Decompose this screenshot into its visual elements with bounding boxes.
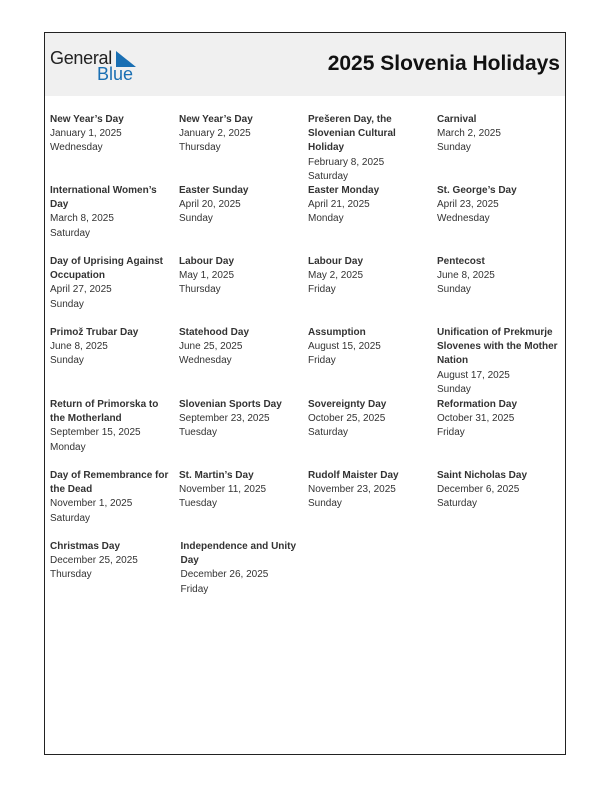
holiday-date: April 27, 2025 [50, 284, 112, 296]
holiday-name: Carnival [437, 114, 477, 125]
holiday-date: August 15, 2025 [308, 341, 381, 353]
holiday-entry [179, 255, 308, 326]
holiday-row [50, 326, 566, 398]
holiday-date: June 25, 2025 [179, 341, 243, 353]
holiday-date: December 25, 2025 [50, 555, 138, 567]
holiday-date: June 8, 2025 [437, 270, 495, 282]
holiday-entry [437, 184, 566, 255]
holiday-entry [50, 398, 179, 469]
generalblue-logo [50, 48, 140, 84]
holiday-weekday: Wednesday [50, 142, 103, 154]
holiday-entry [179, 326, 308, 398]
holiday-date: November 11, 2025 [179, 484, 267, 496]
holiday-name: Unification of Prekmurje Slovenes with the Mother Nation [437, 327, 558, 367]
holiday-name: Statehood Day [179, 327, 250, 338]
holiday-entry [308, 184, 437, 255]
holiday-date: December 6, 2025 [437, 484, 520, 496]
holiday-row [50, 398, 566, 469]
holiday-name: Pentecost [437, 256, 485, 267]
holiday-date: October 25, 2025 [308, 413, 386, 425]
holiday-date: November 1, 2025 [50, 498, 133, 510]
holiday-name: Labour Day [308, 256, 364, 267]
holiday-weekday: Sunday [308, 498, 342, 510]
holiday-weekday: Wednesday [437, 213, 490, 225]
holiday-entry [50, 184, 179, 255]
holiday-weekday: Monday [308, 213, 344, 225]
holiday-weekday: Tuesday [179, 427, 217, 439]
holiday-name: Christmas Day [50, 541, 121, 552]
holiday-entry [437, 326, 566, 398]
holiday-date: January 2, 2025 [179, 128, 251, 140]
holiday-weekday: Saturday [308, 170, 349, 182]
holiday-weekday: Wednesday [179, 355, 232, 367]
holiday-name: International Women’s Day [50, 185, 157, 211]
holiday-entry [308, 326, 437, 398]
holiday-row [50, 113, 566, 184]
holiday-grid [50, 113, 566, 611]
holiday-date: February 8, 2025 [308, 156, 385, 168]
holiday-date: May 2, 2025 [308, 270, 364, 282]
holiday-name: New Year’s Day [50, 114, 124, 125]
holiday-date: June 8, 2025 [50, 341, 108, 353]
holiday-name: Day of Remembrance for the Dead [50, 470, 169, 496]
holiday-weekday: Sunday [437, 142, 471, 154]
holiday-name: Sovereignty Day [308, 399, 387, 410]
holiday-entry [179, 184, 308, 255]
holiday-date: October 31, 2025 [437, 413, 515, 425]
holiday-weekday: Monday [50, 441, 86, 453]
holiday-name: Return of Primorska to the Motherland [50, 399, 159, 425]
holiday-entry [181, 540, 312, 611]
holiday-date: April 20, 2025 [179, 199, 241, 211]
holiday-name: Independence and Unity Day [180, 541, 297, 567]
holiday-entry [50, 540, 181, 611]
holiday-name: Reformation Day [437, 399, 518, 410]
holiday-row [50, 540, 566, 611]
holiday-weekday: Thursday [50, 569, 92, 581]
holiday-name: Easter Monday [308, 185, 380, 196]
holiday-weekday: Saturday [308, 427, 349, 439]
holiday-weekday: Sunday [179, 213, 213, 225]
calendar-page [44, 32, 566, 755]
holiday-name: Assumption [308, 327, 366, 338]
holiday-row [50, 184, 566, 255]
holiday-row [50, 469, 566, 540]
holiday-weekday: Sunday [437, 383, 471, 395]
holiday-entry [50, 469, 179, 540]
holiday-entry [50, 255, 179, 326]
holiday-entry [50, 326, 179, 398]
holiday-name: Easter Sunday [179, 185, 249, 196]
holiday-weekday: Thursday [179, 142, 221, 154]
holiday-date: January 1, 2025 [50, 128, 122, 140]
holiday-name: St. Martin’s Day [179, 470, 254, 481]
holiday-weekday: Friday [308, 284, 336, 296]
header [45, 33, 565, 96]
holiday-entry [50, 113, 179, 184]
holiday-weekday: Friday [308, 355, 336, 367]
holiday-weekday: Saturday [50, 512, 91, 524]
holiday-name: Saint Nicholas Day [437, 470, 528, 481]
holiday-name: Prešeren Day, the Slovenian Cultural Holiday [308, 114, 396, 154]
holiday-name: Primož Trubar Day [50, 327, 139, 338]
holiday-date: March 2, 2025 [437, 128, 501, 140]
holiday-entry [437, 113, 566, 184]
holiday-date: September 23, 2025 [179, 413, 270, 425]
holiday-entry [308, 398, 437, 469]
holiday-entry [437, 469, 566, 540]
holiday-entry [179, 398, 308, 469]
holiday-entry [437, 255, 566, 326]
holiday-date: August 17, 2025 [437, 369, 510, 381]
logo-word-blue: Blue [97, 64, 134, 84]
holiday-name: Slovenian Sports Day [179, 399, 282, 410]
holiday-weekday: Friday [437, 427, 465, 439]
holiday-weekday: Friday [180, 583, 209, 595]
holiday-weekday: Saturday [50, 227, 91, 239]
holiday-weekday: Sunday [50, 298, 84, 310]
holiday-name: St. George’s Day [437, 185, 517, 196]
holiday-entry [179, 113, 308, 184]
holiday-weekday: Sunday [437, 284, 471, 296]
holiday-date: March 8, 2025 [50, 213, 114, 225]
holiday-name: Rudolf Maister Day [308, 470, 399, 481]
holiday-weekday: Sunday [50, 355, 84, 367]
holiday-name: Labour Day [179, 256, 235, 267]
holiday-entry [308, 469, 437, 540]
holiday-entry [308, 113, 437, 184]
holiday-date: September 15, 2025 [50, 427, 141, 439]
holiday-row [50, 255, 566, 326]
holiday-entry [437, 398, 566, 469]
holiday-entry [308, 255, 437, 326]
page-title: 2025 Slovenia Holidays [327, 52, 560, 75]
holiday-entry [179, 469, 308, 540]
holiday-date: May 1, 2025 [179, 270, 235, 282]
holiday-weekday: Saturday [437, 498, 478, 510]
holiday-date: April 21, 2025 [308, 199, 370, 211]
holiday-weekday: Thursday [179, 284, 221, 296]
holiday-date: April 23, 2025 [437, 199, 499, 211]
holiday-date: December 26, 2025 [180, 569, 269, 581]
holiday-date: November 23, 2025 [308, 484, 396, 496]
holiday-weekday: Tuesday [179, 498, 217, 510]
holiday-name: New Year’s Day [179, 114, 253, 125]
logo-word-general: General [50, 48, 112, 68]
holiday-name: Day of Uprising Against Occupation [50, 256, 163, 282]
